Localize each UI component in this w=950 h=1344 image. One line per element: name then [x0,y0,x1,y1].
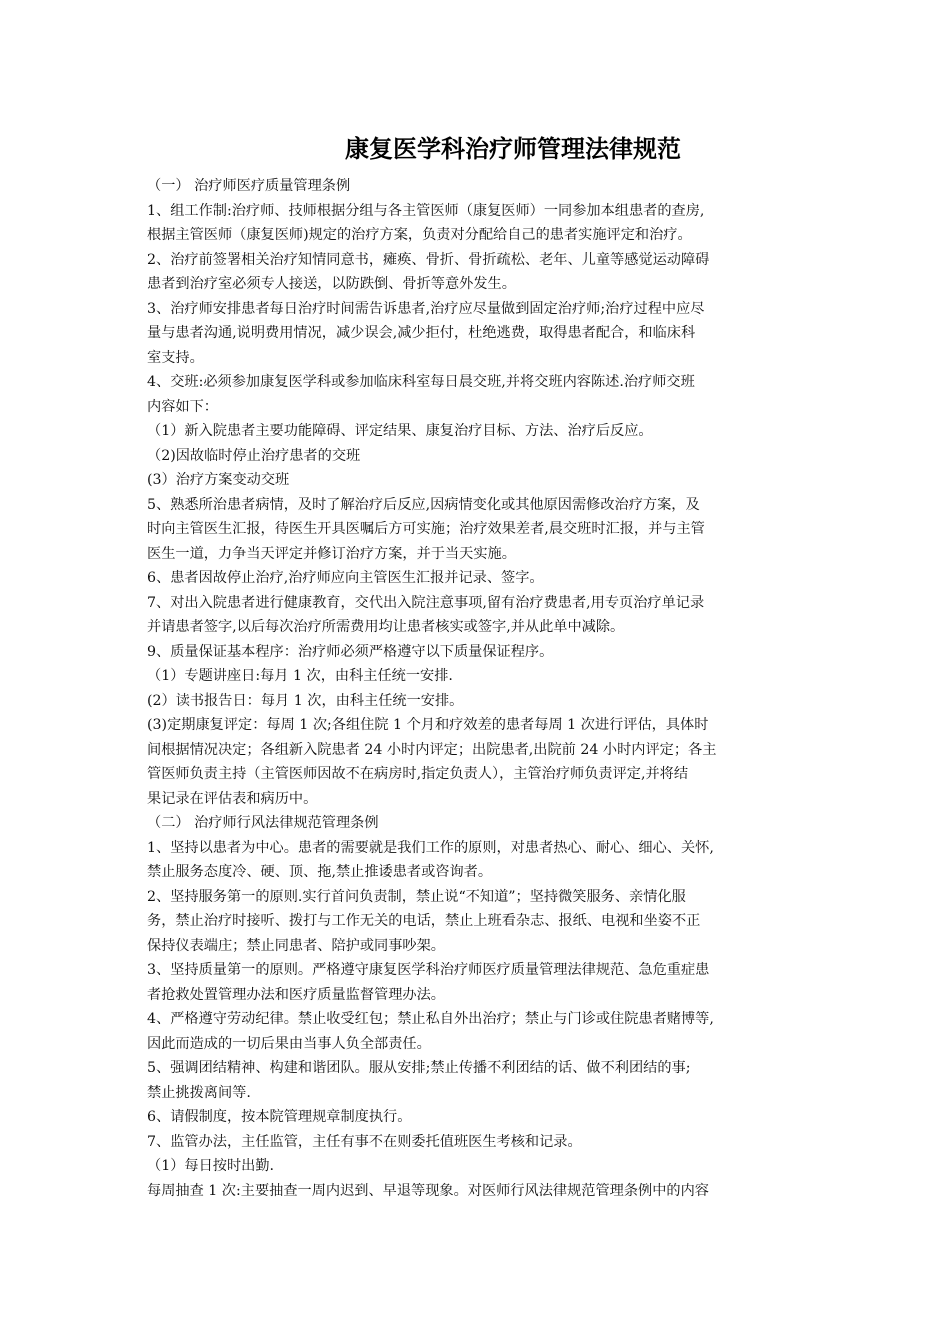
body-line: （1）每日按时出勤. [147,1158,275,1174]
body-line: 因此而造成的一切后果由当事人负全部责任。 [147,1035,431,1052]
body-line: 内容如下： [147,398,218,415]
body-line: 患者到治疗室必须专人接送，以防跌倒、骨折等意外发生。 [147,276,516,292]
body-line: 务，禁止治疗时接听、拨打与工作无关的电话，禁止上班看杂志、报纸、电视和坐姿不正 [147,913,701,929]
body-line: 医生一道，力争当天评定并修订治疗方案，并于当天实施。 [147,545,516,562]
body-line: 6、患者因故停止治疗,治疗师应向主管医生汇报并记录、签字。 [147,570,544,586]
body-line: 4、交班:必须参加康复医学科或参加临床科室每日晨交班,并将交班内容陈述.治疗师交班 [147,374,695,390]
body-line: 时向主管医生汇报，待医生开具医嘱后方可实施；治疗效果差者,晨交班时汇报，并与主管 [147,521,705,537]
body-line: 2、治疗前签署相关治疗知情同意书，瘫痪、骨折、骨折疏松、老年、儿童等感觉运动障碍 [147,251,710,268]
body-line: 6、请假制度，按本院管理规章制度执行。 [147,1109,412,1125]
body-line: （1）专题讲座日:每月 1 次，由科主任统一安排. [147,668,453,684]
body-line: 5、熟悉所治患者病情，及时了解治疗后反应,因病情变化或其他原因需修改治疗方案，及 [147,496,700,513]
body-line: 间根据情况决定；各组新入院患者 24 小时内评定；出院患者,出院前 24 小时内评定；各主 [147,741,717,758]
body-line: （2)因故临时停止治疗患者的交班 [147,447,361,464]
body-line: 管医师负责主持（主管医师因故不在病房时,指定负责人），主管治疗师负责评定,并将结 [147,766,689,782]
body-line: 9、质量保证基本程序：治疗师必须严格遵守以下质量保证程序。 [147,643,554,660]
body-line: 4、严格遵守劳动纪律。禁止收受红包；禁止私自外出治疗；禁止与门诊或住院患者赌博等, [147,1011,714,1027]
body-line: 3、治疗师安排患者每日治疗时间需告诉患者,治疗应尽量做到固定治疗师;治疗过程中应尽 [147,300,705,317]
body-line: 1、组工作制:治疗师、技师根据分组与各主管医师（康复医师）一同参加本组患者的查房, [147,202,705,219]
body-line: 并请患者签字,以后每次治疗所需费用均让患者核实或签字,并从此单中减除。 [147,619,625,635]
body-line: (3）治疗方案变动交班 [147,472,290,488]
body-line: 2、坚持服务第一的原则.实行首问负责制，禁止说“不知道”；坚持微笑服务、亲情化服 [147,888,686,905]
body-line: 5、强调团结精神、构建和谐团队。服从安排;禁止传播不利团结的话、做不利团结的事; [147,1060,691,1076]
body-line: 根据主管医师（康复医师)规定的治疗方案，负责对分配给自己的患者实施评定和治疗。 [147,227,692,243]
document-body [147,174,837,1203]
document-title: 康复医学科治疗师管理法律规范 [345,134,681,163]
body-line: (3)定期康复评定：每周 1 次;各组住院 1 个月和疗效差的患者每周 1 次进行评估，具体时 [147,717,709,733]
body-line: 果记录在评估表和病历中。 [147,790,318,807]
body-line: 室支持。 [147,349,204,366]
body-line: 7、对出入院患者进行健康教育，交代出入院注意事项,留有治疗费患者,用专页治疗单记录 [147,594,705,611]
body-line: 每周抽查 1 次:主要抽查一周内迟到、早退等现象。对医师行风法律规范管理条例中的内容 [147,1182,709,1199]
body-line: （二） 治疗师行风法律规范管理条例 [147,815,379,831]
body-line: （一） 治疗师医疗质量管理条例 [147,178,351,194]
body-line: 禁止挑拨离间等. [147,1084,251,1101]
body-line: 3、坚持质量第一的原则。严格遵守康复医学科治疗师医疗质量管理法律规范、急危重症患 [147,962,710,978]
body-line: 7、监管办法，主任监管，主任有事不在则委托值班医生考核和记录。 [147,1133,582,1150]
body-line: 禁止服务态度冷、硬、顶、拖,禁止推诿患者或咨询者。 [147,864,493,880]
body-line: 保持仪表端庄；禁止同患者、陪护或同事吵架。 [147,937,445,954]
body-line: 者抢救处置管理办法和医疗质量监督管理办法。 [147,986,445,1003]
body-line: （1）新入院患者主要功能障碍、评定结果、康复治疗目标、方法、治疗后反应。 [147,423,653,439]
body-line: 量与患者沟通,说明费用情况，减少误会,减少拒付，杜绝逃费，取得患者配合，和临床科 [147,325,696,341]
body-line: 1、坚持以患者为中心。患者的需要就是我们工作的原则，对患者热心、耐心、细心、关怀, [147,839,714,856]
body-line: (2）读书报告日：每月 1 次，由科主任统一安排。 [147,692,464,709]
